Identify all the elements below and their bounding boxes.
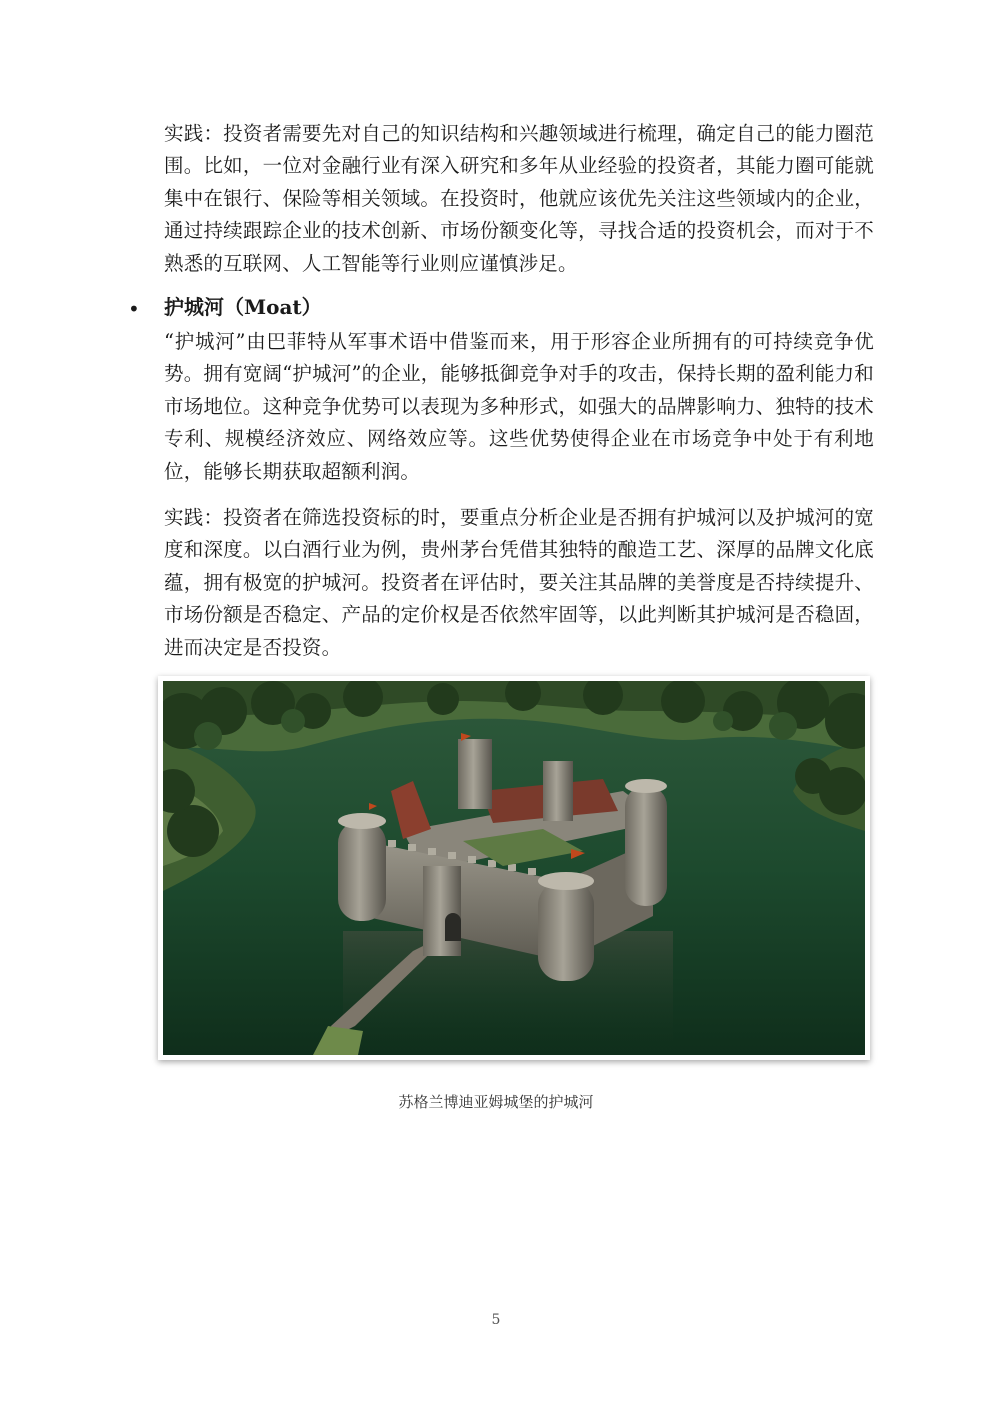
page-number: 5 — [491, 1312, 501, 1328]
figure-frame — [158, 676, 870, 1060]
moat-definition-paragraph: “护城河”由巴菲特从军事术语中借鉴而来，用于形容企业所拥有的可持续竞争优势。拥有宽阔“护城河”的企业，能够抵御竞争对手的攻击，保持长期的盈利能力和市场地位。这种竞争优势可以表现为多种形式，如强大的品牌影响力、独特的技术专利、规模经济效应、网络效应等。这些优势使得企业在市场竞争中处于有利地位，能够长期获取超额利润。 — [164, 330, 874, 483]
castle-moat-image — [163, 681, 865, 1055]
practice-paragraph-2: 实践：投资者在筛选投资标的时，要重点分析企业是否拥有护城河以及护城河的宽度和深度。以白酒行业为例，贵州茅台凭借其独特的酿造工艺、深厚的品牌文化底蕴，拥有极宽的护城河。投资者在评估时，要关注其品牌的美誉度是否持续提升、市场份额是否稳定、产品的定价权是否依然牢固等，以此判断其护城河是否稳固，进而决定是否投资。 — [164, 506, 874, 659]
bullet-marker: • — [128, 297, 140, 321]
figure-caption: 苏格兰博迪亚姆城堡的护城河 — [398, 1093, 594, 1111]
moat-heading: 护城河（Moat） — [164, 295, 322, 319]
practice-paragraph-1: 实践：投资者需要先对自己的知识结构和兴趣领域进行梳理，确定自己的能力圈范围。比如，一位对金融行业有深入研究和多年从业经验的投资者，其能力圈可能就集中在银行、保险等相关领域。在投资时，他就应该优先关注这些领域内的企业，通过持续跟踪企业的技术创新、市场份额变化等，寻找合适的投资机会，而对于不熟悉的互联网、人工智能等行业则应谨慎涉足。 — [164, 122, 874, 275]
